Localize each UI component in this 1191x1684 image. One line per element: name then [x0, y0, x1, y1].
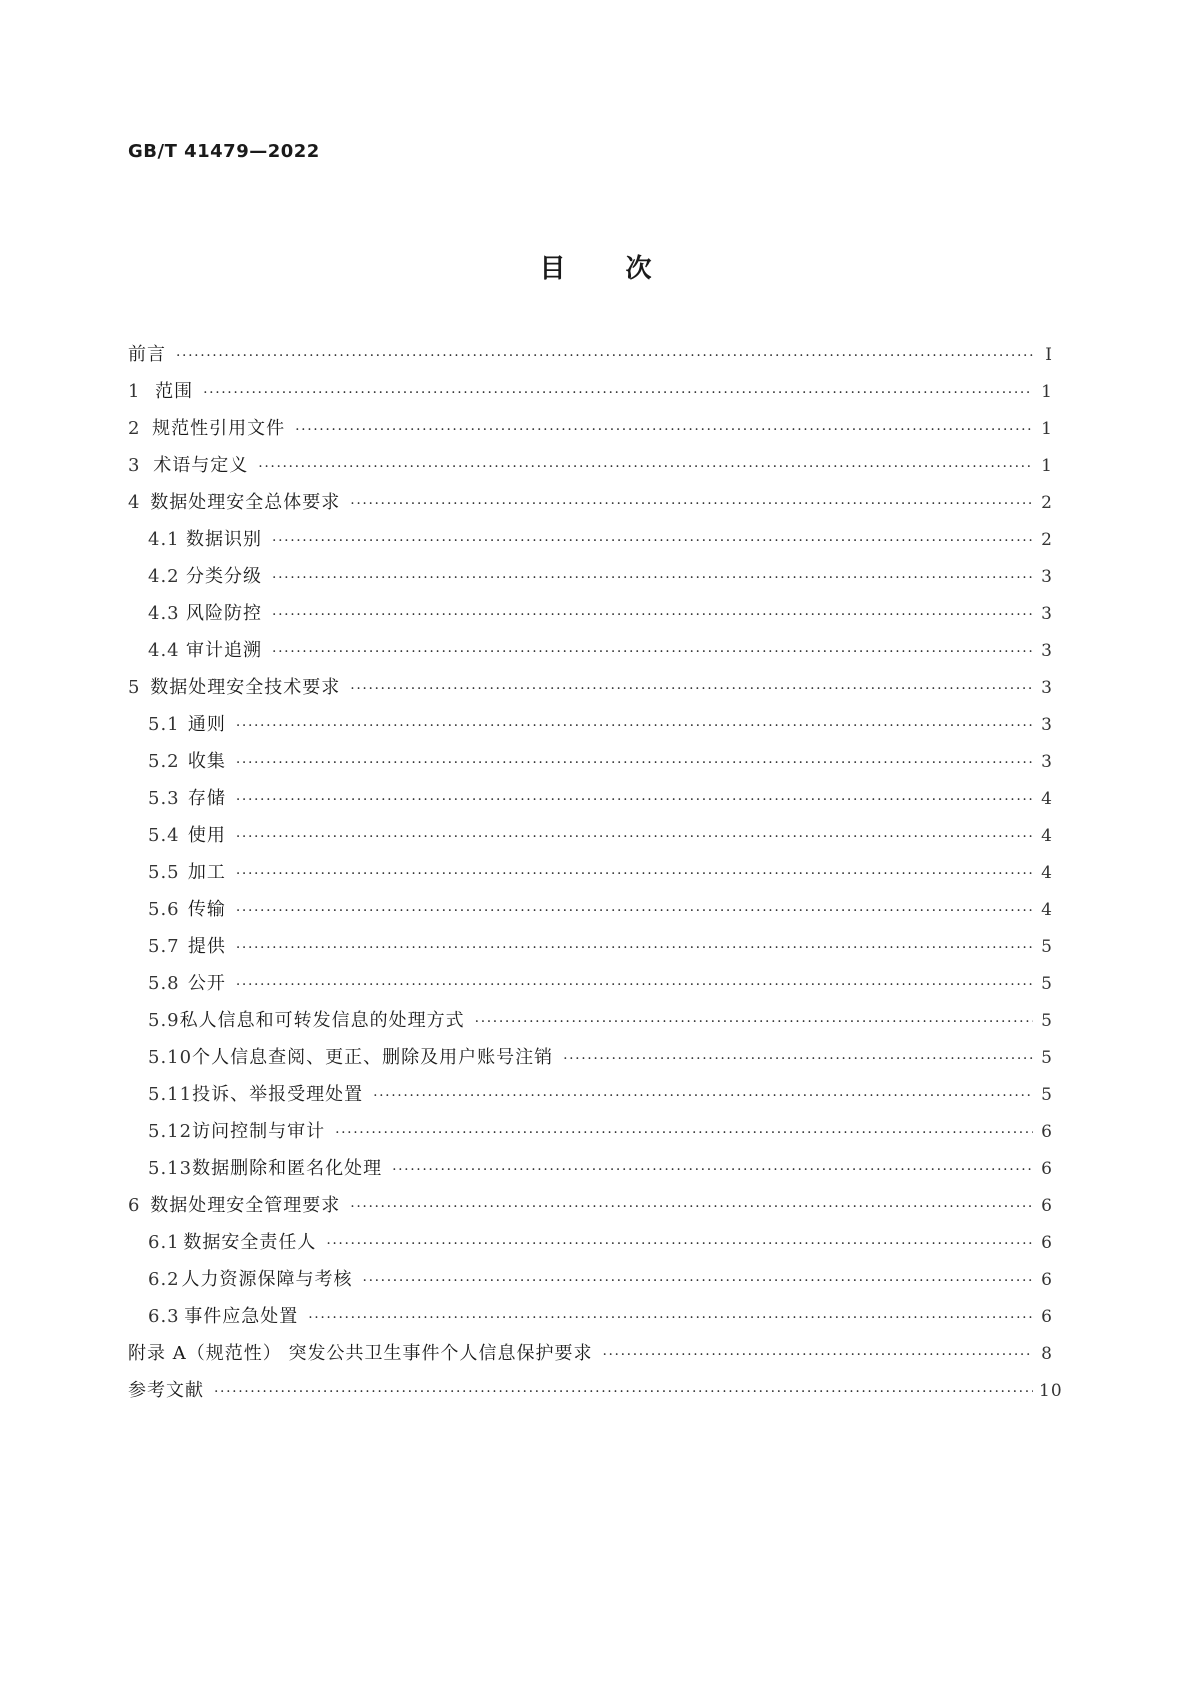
toc-entry[interactable] — [128, 1228, 1053, 1265]
toc-entry-page: 3 — [1041, 604, 1053, 624]
toc-entry-number: 4.3 — [148, 603, 180, 624]
toc-leader-dots — [176, 348, 1033, 364]
toc-entry-title: 数据处理安全总体要求 — [150, 492, 341, 513]
toc-leader-dots — [236, 903, 1033, 919]
toc-entry-title: 事件应急处置 — [184, 1306, 299, 1327]
toc-entry-number: 6.3 — [148, 1306, 180, 1327]
toc-leader-dots — [602, 1347, 1033, 1363]
toc-entry-title: 数据安全责任人 — [183, 1232, 317, 1253]
toc-entry-title: 通则 — [187, 714, 226, 735]
toc-entry[interactable] — [128, 1043, 1053, 1080]
toc-entry-page: 3 — [1041, 678, 1053, 698]
toc-entry-page: 8 — [1041, 1344, 1053, 1364]
toc-entry-page: 6 — [1041, 1196, 1053, 1216]
toc-entry-page: 3 — [1041, 752, 1053, 772]
toc-entry-title: 私人信息和可转发信息的处理方式 — [179, 1010, 465, 1031]
toc-entry-number: 5.11 — [148, 1084, 193, 1105]
toc-entry-number: 5.9 — [148, 1010, 180, 1031]
toc-entry-title: 规范性引用文件 — [152, 418, 286, 439]
toc-entry-page: 3 — [1041, 641, 1053, 661]
toc-entry-number: 4.2 — [148, 566, 180, 587]
toc-leader-dots — [308, 1310, 1033, 1326]
toc-entry-title: 投诉、举报受理处置 — [192, 1084, 364, 1105]
toc-entry-title: 风险防控 — [186, 603, 263, 624]
toc-entry-title: 分类分级 — [186, 566, 263, 587]
toc-entry[interactable] — [128, 1302, 1053, 1339]
toc-leader-dots — [272, 570, 1033, 586]
toc-entry[interactable] — [128, 1376, 1063, 1413]
toc-entry-page: 10 — [1039, 1381, 1063, 1401]
toc-entry-page: 6 — [1041, 1233, 1053, 1253]
toc-leader-dots — [214, 1384, 1033, 1400]
toc-entry-title: 传输 — [187, 899, 226, 920]
toc-entry-page: 5 — [1041, 1011, 1053, 1031]
toc-leader-dots — [350, 681, 1033, 697]
toc-entry[interactable] — [128, 1191, 1053, 1228]
toc-leader-dots — [203, 385, 1033, 401]
toc-entry-page: 6 — [1041, 1270, 1053, 1290]
toc-entry-title: 范围 — [155, 381, 194, 402]
toc-entry-page: 6 — [1041, 1122, 1053, 1142]
toc-leader-dots — [363, 1273, 1033, 1289]
toc-entry-number: 5.4 — [148, 825, 180, 846]
toc-entry-title: 个人信息查阅、更正、删除及用户账号注销 — [192, 1047, 554, 1068]
toc-entry-page: 3 — [1041, 567, 1053, 587]
toc-entry-title: 参考文献 — [128, 1380, 204, 1401]
toc-entry-title: 收集 — [187, 751, 226, 772]
toc-entry-page: 5 — [1041, 1085, 1053, 1105]
toc-entry-number: 5.3 — [148, 788, 180, 809]
toc-entry[interactable] — [128, 377, 1053, 414]
toc-entry-number: 5.10 — [148, 1047, 193, 1068]
toc-entry[interactable] — [128, 895, 1053, 932]
toc-entry-title: 审计追溯 — [186, 640, 263, 661]
toc-entry-number: 6.1 — [148, 1232, 180, 1253]
table-of-contents — [128, 340, 1063, 1413]
standard-code: GB/T 41479—2022 — [128, 141, 320, 162]
toc-entry-page: 1 — [1041, 456, 1053, 476]
toc-entry-title: 使用 — [187, 825, 226, 846]
toc-entry[interactable] — [128, 414, 1053, 451]
toc-entry-number: 3 — [128, 455, 141, 476]
toc-entry[interactable] — [128, 451, 1053, 488]
toc-entry-number: 5.2 — [148, 751, 180, 772]
toc-entry-page: 2 — [1041, 530, 1053, 550]
toc-entry-number: 5.5 — [148, 862, 180, 883]
toc-leader-dots — [272, 644, 1033, 660]
toc-entry-page: 1 — [1041, 419, 1053, 439]
toc-entry[interactable] — [128, 673, 1053, 710]
toc-leader-dots — [236, 792, 1033, 808]
toc-entry-number: 5.1 — [148, 714, 180, 735]
toc-entry[interactable] — [128, 821, 1053, 858]
toc-entry[interactable] — [128, 710, 1053, 747]
toc-entry-page: 5 — [1041, 974, 1053, 994]
toc-entry-page: I — [1045, 345, 1053, 365]
toc-entry-page: 6 — [1041, 1159, 1053, 1179]
toc-entry-number: 5.12 — [148, 1121, 193, 1142]
toc-leader-dots — [295, 422, 1033, 438]
toc-entry-page: 5 — [1041, 1048, 1053, 1068]
toc-leader-dots — [326, 1236, 1033, 1252]
toc-entry-number: 6.2 — [148, 1269, 180, 1290]
toc-entry-title: 术语与定义 — [153, 455, 249, 476]
toc-entry[interactable] — [128, 599, 1053, 636]
toc-entry[interactable] — [128, 1339, 1053, 1376]
toc-entry-page: 2 — [1041, 493, 1053, 513]
toc-leader-dots — [475, 1014, 1033, 1030]
toc-entry[interactable] — [128, 1006, 1053, 1043]
toc-leader-dots — [236, 829, 1033, 845]
toc-entry-number: 4.4 — [148, 640, 180, 661]
toc-leader-dots — [236, 718, 1033, 734]
toc-entry[interactable] — [128, 1117, 1053, 1154]
toc-leader-dots — [373, 1088, 1033, 1104]
toc-leader-dots — [350, 496, 1033, 512]
toc-entry-number: 4 — [128, 492, 141, 513]
toc-leader-dots — [272, 533, 1033, 549]
toc-entry-number: 5 — [128, 677, 141, 698]
toc-entry-title: 存储 — [187, 788, 226, 809]
toc-entry-number: 2 — [128, 418, 141, 439]
toc-entry-page: 4 — [1041, 789, 1053, 809]
toc-entry[interactable] — [128, 969, 1053, 1006]
toc-entry[interactable] — [128, 488, 1053, 525]
toc-leader-dots — [236, 977, 1033, 993]
toc-entry-title: 加工 — [187, 862, 226, 883]
toc-entry-page: 5 — [1041, 937, 1053, 957]
toc-entry-title: 提供 — [187, 936, 226, 957]
toc-entry-number: 5.8 — [148, 973, 180, 994]
toc-entry-title: 人力资源保障与考核 — [181, 1269, 353, 1290]
toc-entry-title: 数据删除和匿名化处理 — [192, 1158, 383, 1179]
toc-entry-number: 5.13 — [148, 1158, 193, 1179]
toc-entry[interactable] — [128, 1265, 1053, 1302]
toc-entry-title: 数据处理安全管理要求 — [150, 1195, 341, 1216]
toc-entry-page: 1 — [1041, 382, 1053, 402]
toc-leader-dots — [392, 1162, 1033, 1178]
toc-leader-dots — [563, 1051, 1033, 1067]
toc-entry-title: 数据处理安全技术要求 — [150, 677, 341, 698]
toc-entry-page: 4 — [1041, 863, 1053, 883]
toc-leader-dots — [335, 1125, 1033, 1141]
toc-entry-page: 4 — [1041, 826, 1053, 846]
toc-leader-dots — [236, 755, 1033, 771]
toc-leader-dots — [258, 459, 1033, 475]
toc-entry[interactable] — [128, 1080, 1053, 1117]
toc-entry-title: 数据识别 — [186, 529, 263, 550]
toc-entry[interactable] — [128, 562, 1053, 599]
toc-leader-dots — [236, 940, 1033, 956]
toc-entry-title: 前言 — [128, 344, 166, 365]
toc-entry[interactable] — [128, 1154, 1053, 1191]
toc-entry-number: 5.6 — [148, 899, 180, 920]
toc-entry-page: 6 — [1041, 1307, 1053, 1327]
toc-entry[interactable] — [128, 747, 1053, 784]
toc-entry[interactable] — [128, 636, 1053, 673]
toc-entry[interactable] — [128, 340, 1053, 377]
toc-entry[interactable] — [128, 525, 1053, 562]
toc-entry-number: 6 — [128, 1195, 141, 1216]
toc-entry-number: 1 — [128, 381, 141, 402]
toc-entry[interactable] — [128, 858, 1053, 895]
toc-entry-title: 附录 A（规范性） 突发公共卫生事件个人信息保护要求 — [128, 1343, 593, 1364]
toc-leader-dots — [272, 607, 1033, 623]
toc-entry-page: 4 — [1041, 900, 1053, 920]
page-title: 目次 — [539, 254, 712, 284]
toc-entry-title: 公开 — [187, 973, 226, 994]
toc-leader-dots — [350, 1199, 1033, 1215]
toc-entry[interactable] — [128, 784, 1053, 821]
toc-leader-dots — [236, 866, 1033, 882]
toc-entry-title: 访问控制与审计 — [192, 1121, 326, 1142]
toc-entry-number: 4.1 — [148, 529, 180, 550]
toc-entry[interactable] — [128, 932, 1053, 969]
toc-entry-page: 3 — [1041, 715, 1053, 735]
toc-entry-number: 5.7 — [148, 936, 180, 957]
